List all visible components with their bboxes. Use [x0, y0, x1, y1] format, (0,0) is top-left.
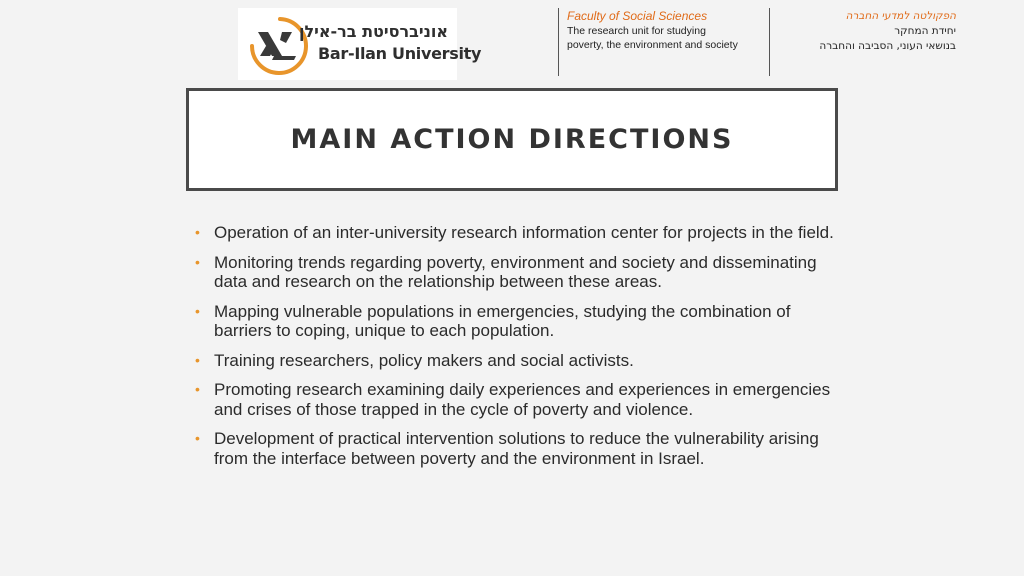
- list-item: [194, 351, 834, 371]
- faculty-hebrew-block: [776, 9, 956, 54]
- faculty-hebrew-line2: בנושאי העוני, הסביבה והחברה: [819, 40, 956, 52]
- faculty-english-line1: The research unit for studying: [567, 24, 706, 37]
- bullet-icon: •: [195, 351, 200, 368]
- bullet-icon: •: [195, 302, 200, 319]
- faculty-hebrew-title: הפקולטה למדעי החברה: [845, 10, 956, 22]
- list-item: [194, 223, 834, 243]
- list-item-text: Development of practical intervention solutions to reduce the vulnerability arising from the interface between poverty and the environment in Israel.: [214, 429, 819, 468]
- header-divider-left: [558, 8, 559, 76]
- slide-title: MAIN ACTION DIRECTIONS: [290, 124, 734, 155]
- bar-ilan-logo: [238, 8, 482, 80]
- list-item-text: Mapping vulnerable populations in emergencies, studying the combination of barriers to coping, unique to each population.: [214, 301, 791, 340]
- list-item-text: Promoting research examining daily experiences and experiences in emergencies and crises of those trapped in the cycle of poverty and violence.: [214, 380, 831, 419]
- action-directions-list: [194, 223, 834, 478]
- faculty-english-title: Faculty of Social Sciences: [567, 9, 708, 23]
- list-item: [194, 429, 834, 468]
- list-item: [194, 253, 834, 292]
- list-item: [194, 302, 834, 341]
- faculty-english-line2: poverty, the environment and society: [567, 39, 738, 51]
- bullet-icon: •: [195, 381, 200, 397]
- bullet-icon: •: [195, 224, 200, 240]
- list-item-text: Operation of an inter-university research information center for projects in the field.: [214, 223, 834, 242]
- faculty-english-block: [567, 9, 767, 53]
- list-item-text: Monitoring trends regarding poverty, environment and society and disseminating data and research on the relationship between these areas.: [214, 252, 817, 291]
- bullet-icon: •: [195, 430, 200, 446]
- slide-title-box: [186, 88, 838, 191]
- header-divider-right: [769, 8, 770, 76]
- bullet-icon: •: [195, 253, 200, 270]
- faculty-hebrew-line1: יחידת המחקר: [894, 25, 956, 37]
- list-item: [194, 380, 834, 419]
- logo-english-name: Bar-Ilan University: [318, 44, 482, 63]
- logo-hebrew-name: אוניברסיטת בר-אילן: [298, 22, 448, 41]
- list-item-text: Training researchers, policy makers and social activists.: [214, 350, 634, 370]
